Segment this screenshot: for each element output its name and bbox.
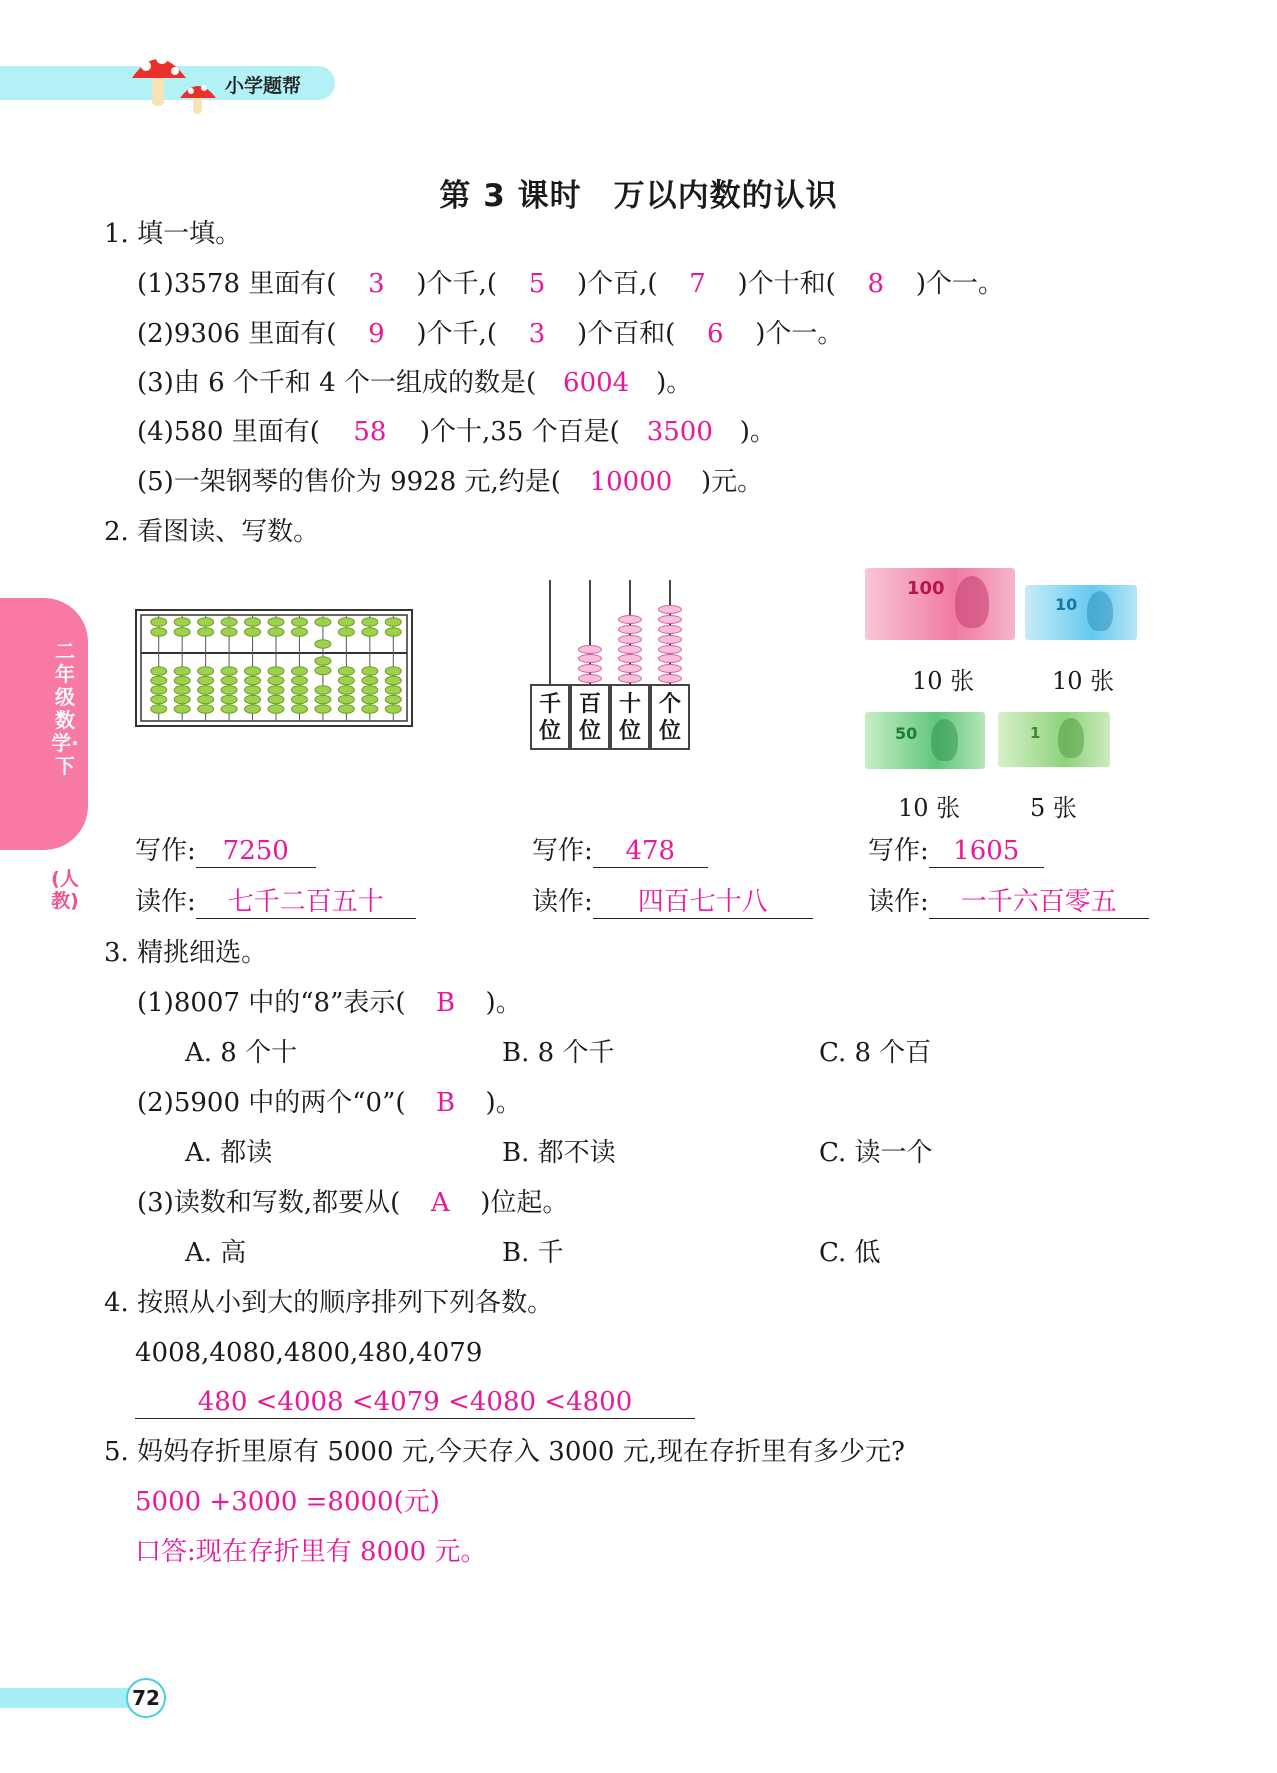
q1-s3: (3)由 6 个千和 4 个一组成的数是( 6004 )。 xyxy=(137,368,693,398)
abacus-bead xyxy=(245,676,261,685)
abacus-bead xyxy=(174,676,190,685)
abacus-bead xyxy=(291,676,307,685)
abacus-bead xyxy=(268,667,284,676)
abacus-bead xyxy=(385,628,401,637)
place-value-bead xyxy=(618,615,642,624)
q3-s2: (2)5900 中的两个“0”( B )。 xyxy=(137,1088,522,1118)
place-value-bead xyxy=(618,625,642,634)
answer: 3 xyxy=(528,319,546,349)
place-value-bead xyxy=(618,635,642,644)
q4-heading: 4. 按照从小到大的顺序排列下列各数。 xyxy=(104,1288,554,1318)
abacus-bead xyxy=(338,686,354,695)
q3-s3-option-b: B. 千 xyxy=(502,1238,564,1268)
answer: 6004 xyxy=(563,368,630,398)
page-number: 72 xyxy=(126,1678,166,1718)
abacus-bead xyxy=(291,618,307,627)
abacus-bead xyxy=(174,667,190,676)
q5-answer: 口答:现在存折里有 8000 元。 xyxy=(135,1537,487,1567)
answer: A xyxy=(430,1188,450,1218)
abacus-beads xyxy=(137,611,411,725)
answer: 3 xyxy=(368,269,385,299)
place-label-thousands: 千位 xyxy=(530,684,570,750)
banknote-1: 1 xyxy=(998,712,1110,767)
place-label-ones: 个位 xyxy=(650,684,690,750)
abacus-bead xyxy=(221,705,237,714)
place-label-tens: 十位 xyxy=(610,684,650,750)
abacus-bead xyxy=(315,695,331,704)
q5-heading: 5. 妈妈存折里原有 5000 元,今天存入 3000 元,现在存折里有多少元? xyxy=(104,1437,905,1467)
q3-s3-option-c: C. 低 xyxy=(819,1238,881,1268)
count-1: 5 张 xyxy=(1030,794,1077,822)
abacus-bead xyxy=(268,676,284,685)
abacus-bead xyxy=(338,705,354,714)
abacus-bead xyxy=(291,667,307,676)
grade-label: 二年级数学·下 xyxy=(51,639,79,778)
abacus-bead xyxy=(315,666,331,675)
abacus-bead xyxy=(268,628,284,637)
q5-equation: 5000 +3000 =8000(元) xyxy=(135,1487,440,1517)
read-3: 读作: 一千六百零五 xyxy=(868,886,1149,919)
abacus-bead xyxy=(198,686,214,695)
answer: B xyxy=(435,988,456,1018)
abacus-bead xyxy=(174,705,190,714)
answer: B xyxy=(435,1088,456,1118)
abacus-bead xyxy=(268,695,284,704)
write-1: 写作: 7250 xyxy=(135,835,316,868)
banknote-100: 100 xyxy=(865,568,1015,640)
abacus-bead xyxy=(245,628,261,637)
abacus-bead xyxy=(151,618,167,627)
abacus-bead xyxy=(174,628,190,637)
answer: 58 xyxy=(353,417,387,447)
abacus-bead xyxy=(385,667,401,676)
place-value-bead xyxy=(618,654,642,663)
place-value-bead xyxy=(618,674,642,683)
count-100: 10 张 xyxy=(912,667,975,695)
abacus-bead xyxy=(268,618,284,627)
write-2: 写作: 478 xyxy=(532,835,708,868)
abacus-bead xyxy=(291,695,307,704)
abacus-bead xyxy=(151,676,167,685)
abacus-bead xyxy=(315,657,331,666)
edition-label: (人教) xyxy=(51,868,79,912)
banknote-50: 50 xyxy=(865,712,985,769)
answer: 9 xyxy=(368,319,385,349)
abacus-bead xyxy=(221,628,237,637)
q1-s2: (2)9306 里面有( 9 )个千,( 3 )个百和( 6 )个一。 xyxy=(137,319,844,349)
abacus-bead xyxy=(174,618,190,627)
abacus-bead xyxy=(338,676,354,685)
abacus-bead xyxy=(362,705,378,714)
place-value-bead xyxy=(658,605,682,614)
abacus-bead xyxy=(221,695,237,704)
answer: 10000 xyxy=(589,467,673,497)
abacus-bead xyxy=(198,628,214,637)
q3-s3-option-a: A. 高 xyxy=(185,1238,247,1268)
abacus-bead xyxy=(315,640,331,649)
abacus-bead xyxy=(291,686,307,695)
abacus-bead xyxy=(245,686,261,695)
abacus-bead xyxy=(362,695,378,704)
abacus-bead xyxy=(151,686,167,695)
abacus-bead xyxy=(385,705,401,714)
abacus-bead xyxy=(315,618,331,627)
q3-s2-option-a: A. 都读 xyxy=(185,1138,273,1168)
abacus-bead xyxy=(151,667,167,676)
abacus-bead xyxy=(198,676,214,685)
read-2: 读作: 四百七十八 xyxy=(532,886,813,919)
abacus-bead xyxy=(315,705,331,714)
abacus-bead xyxy=(268,686,284,695)
q1-heading: 1. 填一填。 xyxy=(104,219,242,249)
place-value-bead xyxy=(658,654,682,663)
abacus-bead xyxy=(245,618,261,627)
abacus-bead xyxy=(362,676,378,685)
abacus-bead xyxy=(385,676,401,685)
abacus-bead xyxy=(198,705,214,714)
abacus-bead xyxy=(245,705,261,714)
q3-s1-option-a: A. 8 个十 xyxy=(185,1038,298,1068)
q3-s1-option-c: C. 8 个百 xyxy=(819,1038,932,1068)
count-50: 10 张 xyxy=(898,794,961,822)
abacus-bead xyxy=(385,686,401,695)
q3-s2-option-c: C. 读一个 xyxy=(819,1138,933,1168)
answer: 7 xyxy=(689,269,706,299)
place-value-bead xyxy=(658,645,682,654)
abacus-bead xyxy=(151,628,167,637)
answer: 3500 xyxy=(646,417,713,447)
count-10: 10 张 xyxy=(1052,667,1115,695)
place-value-bead xyxy=(658,664,682,673)
abacus-bead xyxy=(198,667,214,676)
abacus-bead xyxy=(174,686,190,695)
q3-heading: 3. 精挑细选。 xyxy=(104,938,268,968)
place-value-bead xyxy=(578,664,602,673)
read-1: 读作: 七千二百五十 xyxy=(135,886,416,919)
q3-s2-option-b: B. 都不读 xyxy=(502,1138,616,1168)
place-value-bead xyxy=(578,645,602,654)
q1-s1: (1)3578 里面有( 3 )个千,( 5 )个百,( 7 )个十和( 8 )个一。 xyxy=(137,269,1004,299)
answer: 5 xyxy=(528,269,546,299)
abacus-bead xyxy=(315,686,331,695)
abacus-bead xyxy=(221,686,237,695)
abacus-bead xyxy=(198,695,214,704)
place-value-bead xyxy=(658,635,682,644)
place-value-bead xyxy=(618,664,642,673)
abacus-bead xyxy=(174,695,190,704)
abacus-bead xyxy=(362,618,378,627)
answer: 8 xyxy=(867,269,885,299)
q4-answer: 480 <4008 <4079 <4080 <4800 xyxy=(135,1386,695,1419)
q1-s4: (4)580 里面有( 58 )个十,35 个百是( 3500 )。 xyxy=(137,417,776,447)
banknote-10: 10 xyxy=(1025,585,1137,640)
place-value-bead xyxy=(658,674,682,683)
abacus-bead xyxy=(198,618,214,627)
abacus-bead xyxy=(245,667,261,676)
q3-s3: (3)读数和写数,都要从( A )位起。 xyxy=(137,1188,569,1218)
q4-numbers: 4008,4080,4800,480,4079 xyxy=(135,1338,483,1368)
abacus-bead xyxy=(362,667,378,676)
place-label-hundreds: 百位 xyxy=(570,684,610,750)
abacus-bead xyxy=(385,618,401,627)
abacus-bead xyxy=(245,695,261,704)
place-value-bead xyxy=(658,615,682,624)
abacus-bead xyxy=(221,618,237,627)
brand-label: 小学题帮 xyxy=(225,75,302,97)
place-value-bead xyxy=(578,674,602,683)
write-3: 写作: 1605 xyxy=(868,835,1044,868)
abacus-bead xyxy=(291,705,307,714)
place-value-bead xyxy=(658,625,682,634)
q3-s1-option-b: B. 8 个千 xyxy=(502,1038,615,1068)
abacus-bead xyxy=(338,667,354,676)
q1-s5: (5)一架钢琴的售价为 9928 元,约是( 10000 )元。 xyxy=(137,467,764,497)
abacus-figure xyxy=(135,609,413,727)
mushroom-icon xyxy=(128,44,228,116)
abacus-bead xyxy=(221,676,237,685)
answer: 6 xyxy=(706,319,724,349)
abacus-bead xyxy=(338,628,354,637)
abacus-bead xyxy=(151,695,167,704)
abacus-bead xyxy=(221,667,237,676)
abacus-bead xyxy=(362,686,378,695)
place-value-bead xyxy=(618,645,642,654)
abacus-bead xyxy=(385,695,401,704)
abacus-bead xyxy=(268,705,284,714)
abacus-bead xyxy=(291,628,307,637)
abacus-bead xyxy=(151,705,167,714)
page-title: 第 3 课时 万以内数的认识 xyxy=(439,178,838,214)
abacus-bead xyxy=(362,628,378,637)
abacus-bead xyxy=(338,618,354,627)
q3-s1: (1)8007 中的“8”表示( B )。 xyxy=(137,988,522,1018)
place-value-bead xyxy=(578,654,602,663)
q2-heading: 2. 看图读、写数。 xyxy=(104,517,320,547)
abacus-bead xyxy=(338,695,354,704)
